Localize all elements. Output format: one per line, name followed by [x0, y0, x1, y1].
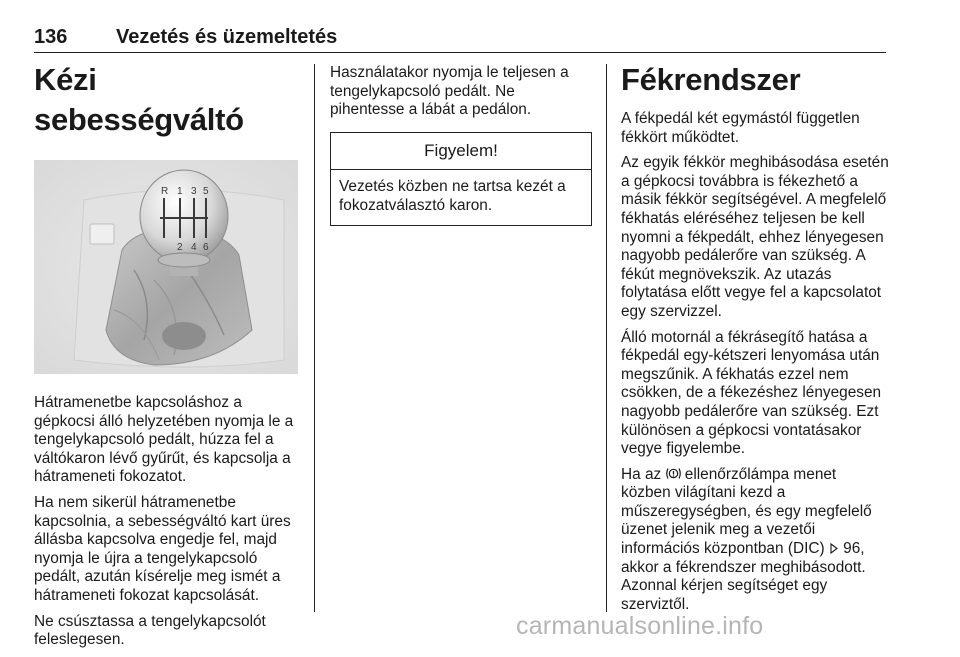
warning-title: Figyelem!	[331, 133, 591, 171]
paragraph: Az egyik fékkör meghibásodása esetén a gépkocsi továbbra is fékezhető a másik fékkör segítségével. A megfelelő fékhatás eléréséhez teljesen be kell nyomni a fékpedált, ehhez lényegesen nagyobb pedálerőre van szükség. A fékút megnövekszik. Az utazás folytatása előtt vegye fel a kapcsolatot egy szervizzel.	[621, 154, 889, 320]
page-number: 136	[34, 26, 68, 48]
paragraph: Hátramenetbe kapcsoláshoz a gépkocsi álló helyzetében nyomja le a tengelykapcsoló pedált, húzza fel a váltókaron lévő gyűrűt, és kapcsolja a hátrameneti fokozatot.	[34, 394, 294, 486]
paragraph: Használatakor nyomja le teljesen a tengelykapcsoló pedált. Ne pihentesse a lábát a pedálon.	[330, 64, 569, 119]
chapter-title: Vezetés és üzemeltetés	[116, 26, 338, 48]
brakes-section	[621, 60, 889, 621]
section-title-manual-gearbox: Kézi sebességváltó	[34, 62, 244, 137]
gear-position-label: 5	[203, 186, 209, 197]
column-divider	[606, 64, 607, 612]
text-fragment: , akkor a fékrendszer meghibásodott. Azonnal kérjen segítséget egy szerviztől.	[621, 540, 866, 613]
gear-position-label: 1	[177, 186, 183, 197]
text-fragment: ellenőrzőlámpa menet közben világítani kezd a műszeregységben, és egy megfelelő üzenet jelenik meg a vezetői információs központban (DIC)	[621, 465, 872, 558]
page-header	[34, 24, 886, 53]
gear-knob-image	[34, 160, 298, 374]
paragraph: Álló motornál a fékrásegítő hatása a fékpedál egy-kétszeri lenyomása után megszűnik. A fékhatás ezzel nem csökken, de a fékezéshez lényegesen nagyobb pedálerőre van szükség. Ezt különösen a gépkocsi vontatásakor vegye figyelembe.	[621, 328, 882, 458]
gear-position-label: 2	[177, 242, 183, 253]
manual-gearbox-section	[34, 60, 302, 657]
column-divider	[314, 64, 315, 612]
paragraph	[621, 466, 889, 615]
gear-shift-illustration	[34, 160, 298, 374]
gear-position-label: R	[161, 186, 169, 197]
section-title-brakes: Fékrendszer	[621, 62, 801, 97]
gear-position-label: 6	[203, 242, 209, 253]
gear-position-label: 3	[191, 186, 197, 197]
watermark: carmanualsonline.info	[516, 612, 764, 640]
paragraph: Ha nem sikerül hátramenetbe kapcsolnia, a sebességváltó kart üres állásba kapcsolva engedje fel, majd nyomja le újra a tengelykapcsoló pedált, azután kísérelje meg ismét a hátrameneti fokozat kapcsolását.	[34, 493, 291, 604]
page-reference[interactable]: 96	[843, 540, 861, 558]
paragraph: Ne csúsztassa a tengelykapcsolót feleslegesen.	[34, 612, 266, 649]
text-fragment: Ha az	[621, 465, 662, 483]
warning-box	[330, 132, 592, 226]
clutch-section	[330, 64, 592, 226]
gear-position-label: 4	[191, 242, 197, 253]
brake-warning-icon	[666, 467, 681, 480]
warning-text: Vezetés közben ne tartsa kezét a fokozatválasztó karon.	[339, 178, 566, 214]
paragraph: A fékpedál két egymástól független fékkört működtet.	[621, 110, 860, 146]
page-reference-arrow-icon	[829, 543, 839, 554]
